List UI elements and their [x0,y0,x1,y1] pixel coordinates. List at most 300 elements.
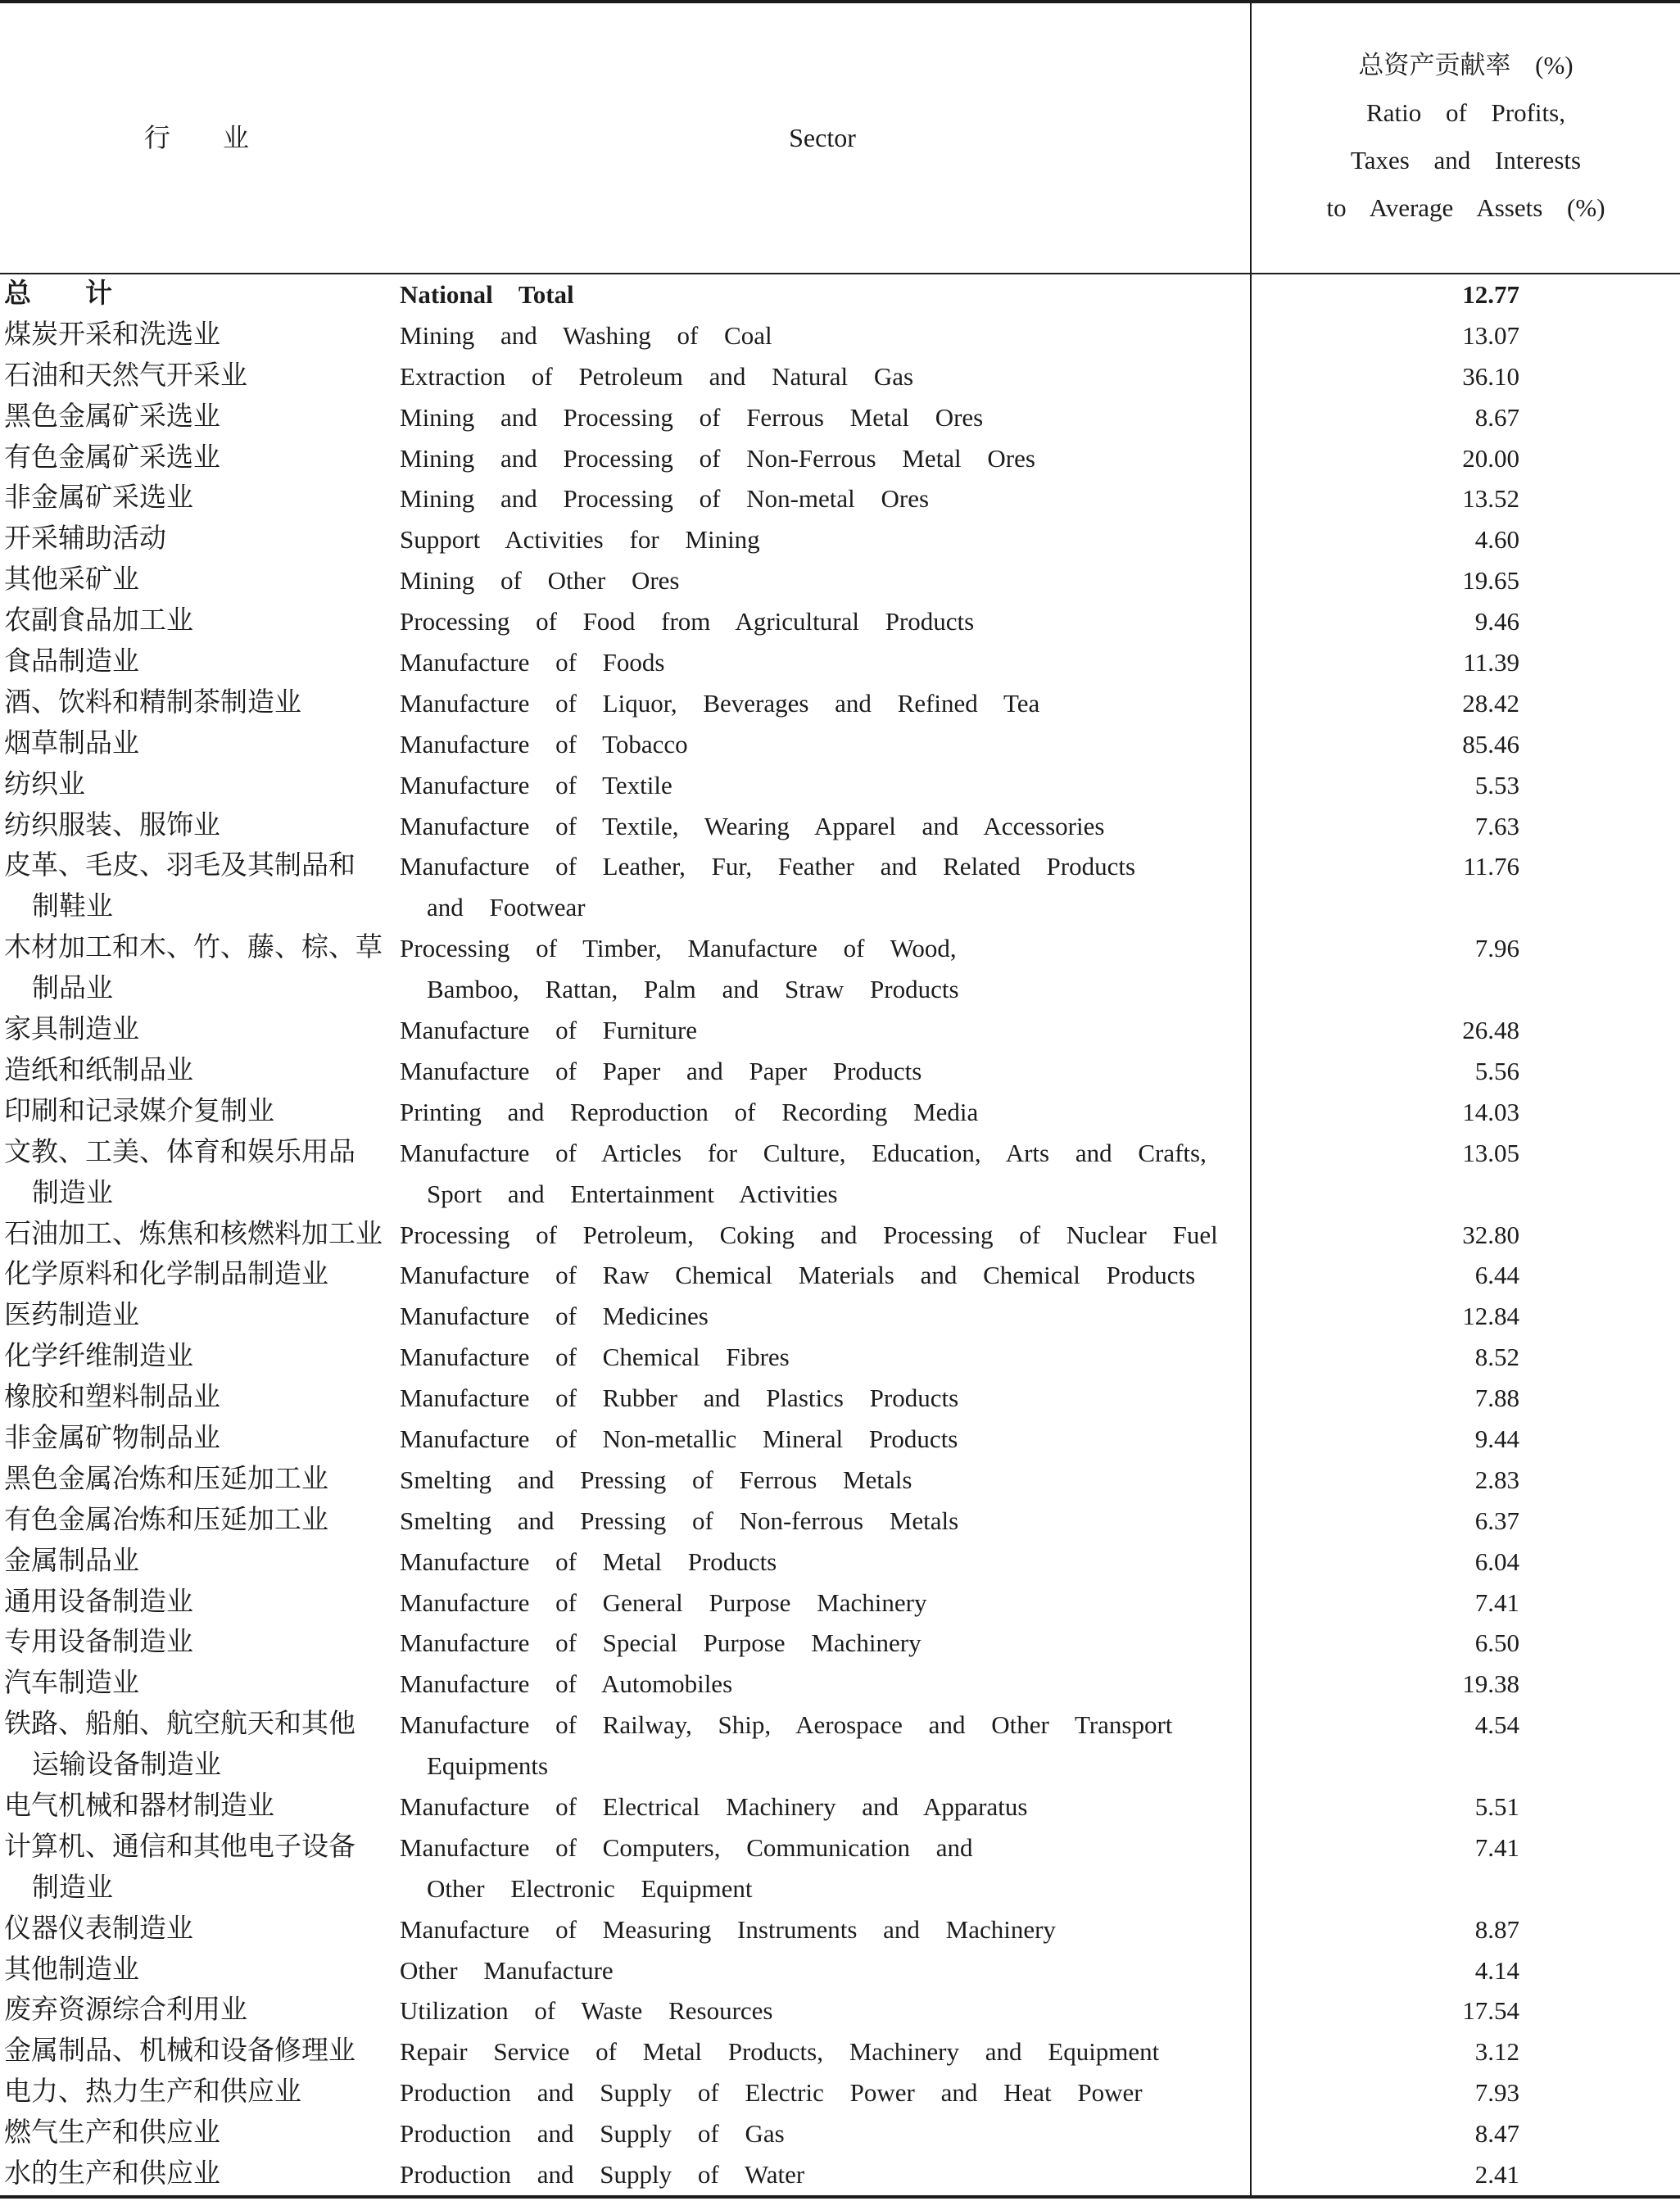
sector-en-cell [400,1419,1247,1460]
sector-en-cell [400,2031,1247,2072]
sector-cn-line: 家具制造业 [4,1015,139,1045]
ratio-value: 2.41 [1474,2160,1519,2190]
table-row [0,1787,1680,1827]
ratio-value-cell [1252,1990,1519,2031]
sector-cn-line: 其他采矿业 [4,565,139,596]
ratio-value-cell [1252,1909,1519,1950]
ratio-value-cell [1252,724,1519,765]
ratio-value-cell [1252,2031,1519,2072]
sector-en-line: Manufacture of Computers, Communication and [400,1832,973,1862]
sector-en-line: Manufacture of Non-metallic Mineral Products [400,1424,958,1453]
table-row [0,724,1680,765]
table-row [0,1010,1680,1051]
sector-cn-line: 非金属矿采选业 [4,483,193,514]
sector-en-line: Printing and Reproduction of Recording Media [400,1097,979,1126]
sector-en-cell [400,397,1247,438]
sector-cn-line: 铁路、船舶、航空航天和其他 [4,1710,355,1740]
ratio-value: 4.14 [1474,1955,1519,1985]
sector-cn-cell [4,1542,397,1583]
ratio-value-cell [1252,1419,1519,1460]
sector-en-cell [400,765,1247,806]
table-row [0,356,1680,397]
sector-en-line: Manufacture of Furniture [400,1016,698,1045]
ratio-value: 8.67 [1474,402,1519,432]
sector-en-cell [400,1010,1247,1051]
sector-en-line: Other Electronic Equipment [427,1873,753,1903]
sector-en-line: Manufacture of Rubber and Plastics Products [400,1384,959,1413]
sector-en-cell [400,806,1247,847]
sector-cn-line: 通用设备制造业 [4,1587,193,1617]
sector-cn-cell [4,2031,397,2072]
table-row [0,642,1680,683]
sector-en-line: Sport and Entertainment Activities [427,1179,838,1208]
table-row [0,683,1680,724]
sector-cn-line: 电力、热力生产和供应业 [4,2077,301,2108]
sector-cn-cell [4,2154,397,2195]
sector-en-line: Processing of Petroleum, Coking and Processing of Nuclear Fuel [400,1220,1218,1249]
sector-en-line: Bamboo, Rattan, Palm and Straw Products [427,975,959,1004]
ratio-value: 26.48 [1462,1016,1519,1045]
sector-cn-cell [4,519,397,560]
sector-cn-line: 其他制造业 [4,1954,139,1985]
sector-cn-cell [4,478,397,519]
sector-en-line: Manufacture of Medicines [400,1302,709,1331]
ratio-value-cell [1252,560,1519,601]
sector-en-line: Mining and Processing of Non-metal Ores [400,484,930,514]
ratio-value: 3.12 [1474,2037,1519,2067]
sector-en-cell [400,601,1247,642]
sector-cn-line: 橡胶和塑料制品业 [4,1383,220,1413]
sector-cn-line: 煤炭开采和洗选业 [4,319,220,350]
sector-cn-line: 制造业 [32,1178,113,1208]
sector-cn-cell [4,438,397,479]
table-row [0,1378,1680,1419]
sector-cn-cell [4,765,397,806]
ratio-value-cell [1252,315,1519,356]
ratio-value-cell [1252,1051,1519,1092]
sector-cn-line: 农副食品加工业 [4,606,193,636]
sector-en-line: Mining and Washing of Coal [400,320,772,350]
sector-cn-line: 电气机械和器材制造业 [4,1791,274,1822]
sector-en-line: Smelting and Pressing of Ferrous Metals [400,1465,912,1494]
sector-cn-cell [4,1215,397,1256]
sector-en-cell [400,1827,1247,1909]
sector-cn-cell [4,1583,397,1624]
sector-cn-cell [4,1909,397,1950]
sector-cn-line: 专用设备制造业 [4,1628,193,1658]
sector-cn-cell [4,1623,397,1664]
sector-en-cell [400,2154,1247,2195]
table-body [0,274,1680,2195]
sector-en-line: Extraction of Petroleum and Natural Gas [400,361,914,391]
ratio-value-cell [1252,2154,1519,2195]
sector-en-cell [400,1950,1247,1991]
ratio-value: 28.42 [1462,688,1519,718]
ratio-value-cell [1252,2113,1519,2154]
sector-en-line: Smelting and Pressing of Non-ferrous Metals [400,1506,959,1535]
sector-cn-line: 运输设备制造业 [32,1750,221,1781]
ratio-value-cell [1252,1623,1519,1664]
ratio-value: 7.93 [1474,2078,1519,2108]
sector-en-line: Manufacture of Chemical Fibres [400,1343,790,1372]
sector-en-cell [400,1664,1247,1705]
sector-cn-line: 印刷和记录媒介复制业 [4,1096,274,1126]
ratio-value: 13.05 [1462,1138,1519,1167]
sector-en-cell [400,1051,1247,1092]
sector-en-cell [400,356,1247,397]
sector-cn-line: 化学原料和化学制品制造业 [4,1260,328,1290]
sector-cn-cell [4,1827,397,1909]
sector-cn-line: 纺织业 [4,769,85,799]
ratio-value: 7.41 [1474,1832,1519,1862]
sector-cn-cell [4,601,397,642]
sector-en-line: Manufacture of Tobacco [400,729,688,759]
ratio-value: 8.52 [1474,1343,1519,1372]
sector-en-line: Other Manufacture [400,1955,614,1985]
sector-cn-cell [4,1460,397,1501]
sector-cn-line: 石油加工、炼焦和核燃料加工业 [4,1219,383,1249]
sector-en-line: Manufacture of General Purpose Machinery [400,1587,927,1617]
table-row [0,1990,1680,2031]
sector-cn-cell [4,2072,397,2113]
sector-en-cell [400,2113,1247,2154]
ratio-value: 2.83 [1474,1465,1519,1494]
sector-cn-line: 燃气生产和供应业 [4,2118,220,2149]
ratio-value: 17.54 [1462,1996,1519,2026]
sector-cn-cell [4,1010,397,1051]
ratio-value: 13.07 [1462,320,1519,350]
table-row [0,2154,1680,2195]
sector-cn-cell [4,846,397,928]
sector-en-cell [400,928,1247,1010]
ratio-value-cell [1252,1255,1519,1296]
ratio-value-cell [1252,1501,1519,1542]
table-row [0,1051,1680,1092]
sector-en-line: Processing of Timber, Manufacture of Wood, [400,934,957,963]
sector-cn-line: 有色金属矿采选业 [4,442,220,473]
ratio-value: 4.60 [1474,525,1519,555]
table-row [0,1215,1680,1256]
sector-en-line: Manufacture of Railway, Ship, Aerospace and Other Transport [400,1710,1173,1740]
ratio-value: 12.84 [1462,1302,1519,1331]
sector-cn-line: 医药制造业 [4,1301,139,1331]
sector-cn-cell [4,1296,397,1337]
sector-cn-line: 非金属矿物制品业 [4,1423,220,1453]
sector-cn-line: 总 计 [4,279,112,309]
sector-cn-cell [4,724,397,765]
sector-en-cell [400,1501,1247,1542]
ratio-value-cell [1252,1378,1519,1419]
sector-cn-line: 仪器仪表制造业 [4,1913,193,1944]
table-row [0,1909,1680,1950]
table-row [0,1705,1680,1787]
ratio-value-cell [1252,356,1519,397]
sector-en-line: Manufacture of Leather, Fur, Feather and Related Products [400,852,1136,881]
sector-en-line: Mining and Processing of Non-Ferrous Metal Ores [400,443,1035,473]
ratio-value: 85.46 [1462,729,1519,759]
sector-cn-line: 制品业 [32,974,113,1004]
table-row [0,846,1680,928]
sector-cn-cell [4,1787,397,1827]
ratio-value-cell [1252,397,1519,438]
sector-en-line: Manufacture of Special Purpose Machinery [400,1628,922,1658]
sector-en-cell [400,1583,1247,1624]
table-row [0,2072,1680,2113]
table-row [0,806,1680,847]
ratio-value: 6.37 [1474,1506,1519,1535]
sector-en-line: Mining and Processing of Ferrous Metal Ores [400,402,984,432]
sector-cn-cell [4,1501,397,1542]
sector-cn-line: 石油和天然气开采业 [4,360,247,391]
table-row [0,478,1680,519]
table-row [0,1542,1680,1583]
table-row [0,519,1680,560]
sector-en-cell [400,1705,1247,1787]
ratio-value: 11.76 [1463,852,1519,881]
ratio-value-cell [1252,1664,1519,1705]
sector-en-line: Mining of Other Ores [400,566,680,596]
sector-en-cell [400,1255,1247,1296]
sector-en-cell [400,1133,1247,1215]
ratio-value-cell [1252,1950,1519,1991]
ratio-value-cell [1252,1705,1519,1746]
sector-cn-line: 制造业 [32,1873,113,1903]
sector-cn-cell [4,1664,397,1705]
table-row [0,1827,1680,1909]
sector-cn-line: 酒、饮料和精制茶制造业 [4,687,301,718]
sector-en-cell [400,274,1247,315]
ratio-value: 14.03 [1462,1097,1519,1126]
sector-cn-cell [4,1990,397,2031]
ratio-value: 6.50 [1474,1628,1519,1658]
ratio-value: 9.46 [1474,607,1519,636]
sector-en-line: Manufacture of Paper and Paper Products [400,1056,922,1085]
sector-cn-line: 制鞋业 [32,892,113,922]
sector-en-line: Manufacture of Textile, Wearing Apparel and Accessories [400,811,1105,840]
sector-en-cell [400,1787,1247,1827]
table-row [0,928,1680,1010]
table-row [0,1460,1680,1501]
column-header-ratio-line: Taxes and Interests [1350,146,1582,174]
sector-cn-line: 金属制品、机械和设备修理业 [4,2036,355,2067]
ratio-value-cell [1252,642,1519,683]
ratio-value-cell [1252,1827,1519,1868]
column-header-sector-en: Sector [789,123,856,152]
column-header-ratio-line: Ratio of Profits, [1366,98,1565,127]
sector-cn-cell [4,315,397,356]
sector-cn-line: 黑色金属冶炼和压延加工业 [4,1464,328,1494]
sector-cn-line: 开采辅助活动 [4,524,166,555]
sector-en-line: Equipments [427,1751,549,1781]
ratio-value-cell [1252,1296,1519,1337]
ratio-value: 20.00 [1462,443,1519,473]
top-rule [0,0,1680,3]
ratio-value: 8.47 [1474,2119,1519,2149]
ratio-value: 36.10 [1462,361,1519,391]
sector-cn-cell [4,560,397,601]
table-row [0,1337,1680,1378]
ratio-value: 19.38 [1462,1669,1519,1699]
sector-cn-cell [4,397,397,438]
sector-cn-line: 水的生产和供应业 [4,2159,220,2190]
sector-en-line: Manufacture of Measuring Instruments and Machinery [400,1914,1056,1944]
bottom-rule [0,2195,1680,2199]
sector-en-line: Manufacture of Articles for Culture, Education, Arts and Crafts, [400,1138,1207,1167]
sector-en-line: Manufacture of Metal Products [400,1547,777,1576]
sector-cn-cell [4,642,397,683]
sector-cn-line: 有色金属冶炼和压延加工业 [4,1505,328,1535]
ratio-value: 8.87 [1474,1914,1519,1944]
ratio-value: 7.63 [1474,811,1519,840]
ratio-value-cell [1252,438,1519,479]
ratio-value-cell [1252,806,1519,847]
ratio-value: 5.53 [1474,770,1519,799]
table-row [0,560,1680,601]
sector-cn-cell [4,356,397,397]
ratio-value: 12.77 [1462,280,1519,309]
column-header-sector-cn: 行 业 [143,123,249,152]
ratio-value: 7.88 [1474,1384,1519,1413]
table-row [0,1133,1680,1215]
sector-en-line: Manufacture of Textile [400,770,672,799]
sector-en-cell [400,1092,1247,1133]
ratio-value-cell [1252,1092,1519,1133]
ratio-value-cell [1252,2072,1519,2113]
ratio-value-cell [1252,1337,1519,1378]
ratio-value: 5.56 [1474,1056,1519,1085]
sector-en-cell [400,846,1247,928]
table-row [0,1950,1680,1991]
total-row [0,274,1680,315]
sector-en-cell [400,724,1247,765]
ratio-value-cell [1252,1583,1519,1624]
sector-en-line: and Footwear [427,893,586,922]
sector-cn-line: 食品制造业 [4,647,139,677]
table-row [0,1623,1680,1664]
sector-cn-line: 金属制品业 [4,1546,139,1576]
ratio-value-cell [1252,274,1519,315]
sector-en-cell [400,438,1247,479]
sector-en-line: National Total [400,280,574,309]
table-row [0,2031,1680,2072]
ratio-value-cell [1252,1010,1519,1051]
ratio-value: 11.39 [1463,648,1519,677]
ratio-value: 13.52 [1462,484,1519,514]
sector-cn-line: 化学纤维制造业 [4,1342,193,1372]
sector-en-cell [400,478,1247,519]
table-row [0,765,1680,806]
sector-en-cell [400,1990,1247,2031]
ratio-value: 7.41 [1474,1587,1519,1617]
column-header-ratio-line: 总资产贡献率 (%) [1358,51,1574,79]
sector-en-cell [400,1215,1247,1256]
sector-cn-cell [4,806,397,847]
sector-en-cell [400,1623,1247,1664]
sector-en-line: Manufacture of Raw Chemical Materials and Chemical Products [400,1261,1196,1290]
sector-en-cell [400,1460,1247,1501]
sector-cn-cell [4,1705,397,1787]
ratio-value-cell [1252,1542,1519,1583]
column-header-ratio-line: to Average Assets (%) [1326,193,1605,222]
sector-en-cell [400,683,1247,724]
sector-en-line: Production and Supply of Electric Power and Heat Power [400,2078,1143,2108]
sector-cn-line: 文教、工美、体育和娱乐用品 [4,1137,355,1167]
sector-cn-cell [4,1092,397,1133]
sector-cn-cell [4,1950,397,1991]
ratio-value: 19.65 [1462,566,1519,596]
table-row [0,1296,1680,1337]
sector-cn-line: 木材加工和木、竹、藤、棕、草 [4,933,383,963]
sector-cn-line: 计算机、通信和其他电子设备 [4,1832,355,1862]
table-row [0,1583,1680,1624]
sector-en-line: Manufacture of Liquor, Beverages and Refined Tea [400,688,1040,718]
sector-cn-cell [4,1051,397,1092]
sector-cn-cell [4,1378,397,1419]
sector-cn-cell [4,1255,397,1296]
sector-en-cell [400,1378,1247,1419]
table-row [0,601,1680,642]
table-row [0,397,1680,438]
sector-cn-cell [4,2113,397,2154]
ratio-value-cell [1252,601,1519,642]
sector-en-line: Production and Supply of Gas [400,2119,785,2149]
sector-en-cell [400,315,1247,356]
table-row [0,2113,1680,2154]
ratio-value-cell [1252,1133,1519,1174]
sector-en-cell [400,1542,1247,1583]
sector-en-line: Manufacture of Electrical Machinery and Apparatus [400,1792,1028,1822]
sector-en-line: Processing of Food from Agricultural Products [400,607,975,636]
sector-cn-cell [4,928,397,1010]
sector-cn-cell [4,683,397,724]
ratio-value: 7.96 [1474,934,1519,963]
sector-cn-line: 黑色金属矿采选业 [4,401,220,432]
sector-cn-cell [4,274,397,315]
sector-en-line: Support Activities for Mining [400,525,760,555]
sector-en-cell [400,1337,1247,1378]
sector-en-line: Manufacture of Foods [400,648,665,677]
sector-cn-line: 烟草制品业 [4,728,139,759]
sector-cn-cell [4,1133,397,1215]
ratio-value: 9.44 [1474,1424,1519,1453]
sector-cn-line: 汽车制造业 [4,1669,139,1699]
ratio-value-cell [1252,1215,1519,1256]
sector-en-cell [400,560,1247,601]
sector-en-line: Manufacture of Automobiles [400,1669,733,1699]
ratio-value-cell [1252,478,1519,519]
table-row [0,1501,1680,1542]
sector-cn-cell [4,1337,397,1378]
ratio-value: 32.80 [1462,1220,1519,1249]
ratio-value: 6.44 [1474,1261,1519,1290]
table-row [0,1092,1680,1133]
sector-en-cell [400,1296,1247,1337]
ratio-value: 5.51 [1474,1792,1519,1822]
sector-en-line: Repair Service of Metal Products, Machinery and Equipment [400,2037,1160,2067]
table-row [0,1419,1680,1460]
ratio-value-cell [1252,1787,1519,1827]
ratio-value-cell [1252,1460,1519,1501]
ratio-value: 4.54 [1474,1710,1519,1740]
ratio-value-cell [1252,846,1519,887]
sector-cn-line: 纺织服装、服饰业 [4,810,220,840]
table-row [0,438,1680,479]
ratio-value-cell [1252,683,1519,724]
sector-cn-line: 废弃资源综合利用业 [4,1995,247,2026]
sector-en-cell [400,1909,1247,1950]
table-row [0,315,1680,356]
sector-cn-cell [4,1419,397,1460]
